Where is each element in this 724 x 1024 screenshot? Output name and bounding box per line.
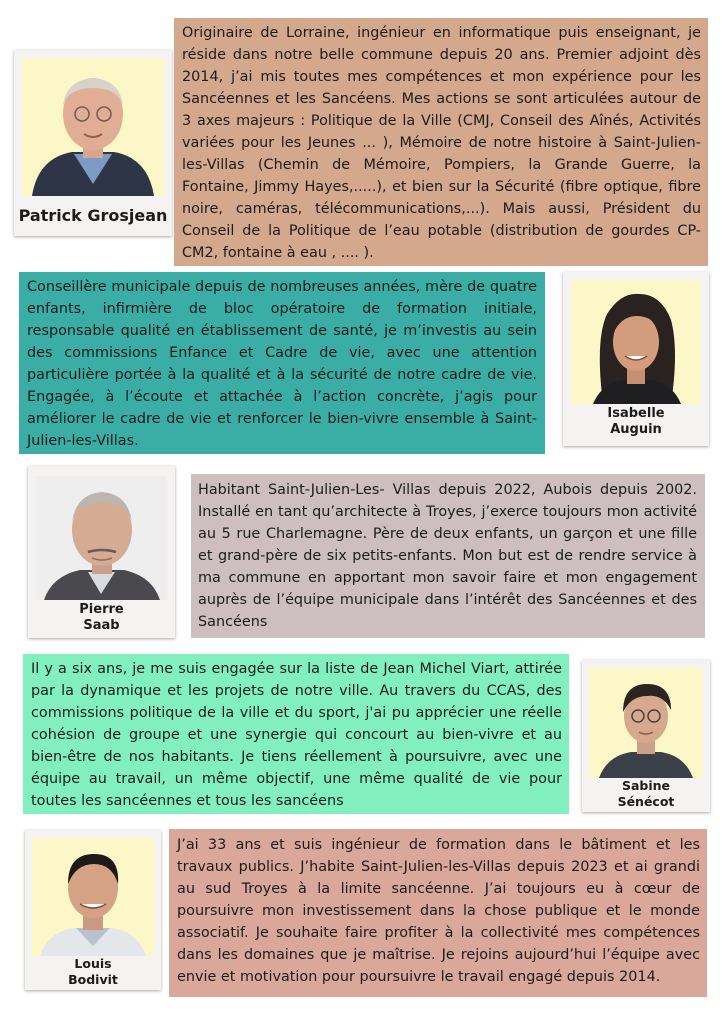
bio-text: Conseillère municipale depuis de nombreuses années, mère de quatre enfants, infirmière de bloc opératoire de formation initiale, responsable qualité en établissement de santé, je m’investis au sein des commissions Enfance et Cadre de vie, avec une attention particulière portée à la qualité et à la sécurité de notre cadre de vie. Engagée, à l’écoute et attachée à l’action concrète, j’agis pour améliorer le cadre de vie et renforcer le bien-vivre ensemble à Saint-Julien-les-Villas.	[27, 279, 537, 449]
bio-panel-isabelle-auguin	[19, 272, 545, 454]
bio-panel-patrick-grosjean	[174, 18, 708, 266]
profile-card-patrick-grosjean	[14, 50, 172, 236]
bio-panel-louis-bodivit	[169, 829, 707, 997]
portrait-photo-sabine-senecot	[589, 668, 703, 778]
member-name: Isabelle Auguin	[607, 406, 665, 438]
member-name: Patrick Grosjean	[18, 206, 168, 225]
member-name: Pierre Saab	[79, 602, 124, 634]
profile-card-isabelle-auguin	[563, 272, 709, 446]
portrait-photo-pierre-saab	[36, 476, 167, 600]
bio-text: Habitant Saint-Julien-Les- Villas depuis 2022, Aubois depuis 2002. Installé en tant qu’architecte à Troyes, j’exerce toujours mon activité au 5 rue Charlemagne. Père de deux enfants, un garçon et une fille et grand-père de six petits-enfants. Mon but est de rendre service à ma commune en apportant mon savoir faire et mon engagement auprès de l’équipe municipale dans l’intérêt des Sancéennes et des Sancéens	[198, 482, 697, 630]
bio-panel-pierre-saab	[191, 474, 705, 638]
bio-panel-sabine-senecot	[23, 654, 569, 814]
bio-text: Originaire de Lorraine, ingénieur en informatique puis enseignant, je réside dans notre belle commune depuis 20 ans. Premier adjoint dès 2014, j’ai mis toutes mes compétences et mon expérience pour les Sancéennes et les Sancéens. Mes actions se sont articulées autour de 3 axes majeurs : Politique de la Ville (CMJ, Conseil des Aînés, Activités variées pour les Jeunes ... ), Mémoire de notre histoire à Saint-Julien-les-Villas (Chemin de Mémoire, Pompiers, la Grande Guerre, la Fontaine, Jimmy Hayes,.....), et bien sur la Sécurité (fibre optique, fibre noire, caméras, télécommunications,...). Mais aussi, Président du Conseil de la Politique de l’eau potable (distribution de gourdes CP-CM2, fontaine à eau , .... ).	[182, 25, 701, 261]
portrait-photo-louis-bodivit	[32, 838, 154, 956]
profile-card-louis-bodivit	[25, 830, 161, 990]
bio-text: Il y a six ans, je me suis engagée sur la liste de Jean Michel Viart, attirée par la dynamique et les projets de notre ville. Au travers du CCAS, des commissions politique de la ville et du sport, j'ai pu apprécier une réelle cohésion de groupe et une synergie qui concourt au bien-vivre et au bien-être de nos habitants. Je tiens réellement à poursuivre, avec une équipe au travail, un même objectif, une même qualité de vie pour toutes les sancéennes et tous les sancéens	[31, 661, 562, 809]
profile-card-sabine-senecot	[582, 660, 710, 812]
member-name: Louis Bodivit	[68, 956, 118, 987]
bio-text: J’ai 33 ans et suis ingénieur de formation dans le bâtiment et les travaux publics. J’habite Saint-Julien-les-Villas depuis 2023 et ai grandi au sud Troyes à la limite sancéenne. J’ai toujours eu à cœur de poursuivre mon investissement dans la chose publique et le monde associatif. Je souhaite faire profiter à la collectivité mes compétences dans les domaines que je maîtrise. Je rejoins aujourd’hui l’équipe avec envie et motivation pour poursuivre le travail engagé depuis 2014.	[177, 837, 700, 985]
portrait-photo-isabelle-auguin	[571, 280, 701, 404]
profile-card-pierre-saab	[28, 466, 175, 638]
member-name: Sabine Sénécot	[617, 778, 675, 809]
portrait-photo-patrick-grosjean	[22, 58, 164, 196]
